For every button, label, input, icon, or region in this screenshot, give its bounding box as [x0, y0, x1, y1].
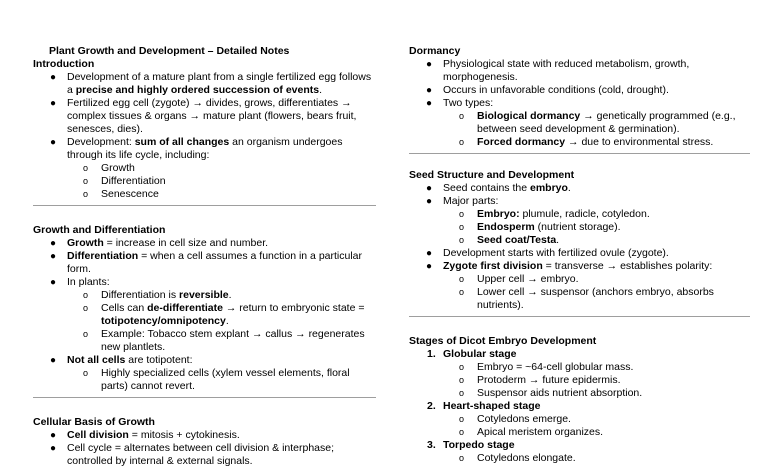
item-text: → due to environmental stress. — [565, 136, 714, 148]
numbered-item — [409, 348, 750, 361]
list-item — [33, 71, 376, 97]
item-text: Apical meristem organizes. — [477, 426, 604, 438]
sub-list-item — [409, 452, 750, 465]
sub-bullet-marker: o — [459, 453, 465, 463]
sub-list-item — [409, 286, 750, 312]
bullet-marker: ● — [426, 248, 433, 259]
spacer — [409, 154, 750, 169]
item-text: Suspensor aids nutrient absorption. — [477, 387, 643, 399]
left-column — [33, 45, 376, 468]
sub-bullet-marker: o — [459, 388, 465, 398]
sub-list-item — [33, 162, 376, 175]
sub-list-item — [409, 136, 750, 149]
item-text: Occurs in unfavorable conditions (cold, drought). — [443, 84, 669, 96]
item-text: In plants: — [67, 276, 110, 288]
item-text: = mitosis + cytokinesis. — [128, 429, 240, 441]
document-title: Plant Growth and Development – Detailed Notes — [49, 45, 290, 57]
item-text: → genetically programmed (e.g., between seed development & germination). — [477, 110, 736, 135]
bullet-marker: ● — [426, 196, 433, 207]
item-emphasis: Seed coat/Testa — [477, 234, 557, 246]
sub-list-item — [409, 221, 750, 234]
bullet-marker: ● — [426, 183, 433, 194]
item-text: Cell cycle = alternates between cell division & interphase; controlled by internal & external signals. — [67, 442, 335, 467]
item-emphasis: Not all cells — [67, 354, 126, 366]
spacer — [409, 317, 750, 335]
sub-bullet-marker: o — [459, 137, 465, 147]
list-item — [409, 195, 750, 208]
list-item — [409, 182, 750, 195]
list-item — [409, 84, 750, 97]
item-emphasis: reversible — [179, 289, 229, 301]
item-text: an organism undergoes through its life cycle, including: — [67, 136, 343, 161]
item-emphasis: Biological dormancy — [477, 110, 581, 122]
section-title: Introduction — [33, 58, 95, 70]
bullet-marker: ● — [50, 355, 57, 366]
item-text: Physiological state with reduced metabolism, growth, morphogenesis. — [443, 58, 690, 83]
numbered-list — [409, 348, 750, 465]
item-emphasis: Growth — [67, 237, 104, 249]
item-text: Growth — [101, 162, 135, 174]
item-text: Protoderm → future epidermis. — [477, 374, 621, 386]
bullet-marker: ● — [426, 261, 433, 272]
item-emphasis: Torpedo stage — [443, 439, 515, 451]
bullet-marker: ● — [50, 238, 57, 249]
item-text: Development starts with fertilized ovule (zygote). — [443, 247, 669, 259]
sub-list-item — [409, 110, 750, 136]
sub-bullet-marker: o — [83, 176, 89, 186]
sub-bullet-marker: o — [459, 222, 465, 232]
number-marker: 2. — [427, 400, 436, 412]
sub-bullet-marker: o — [459, 111, 465, 121]
item-text: Lower cell → suspensor (anchors embryo, absorbs nutrients). — [477, 286, 714, 311]
sub-list-item — [409, 374, 750, 387]
sub-bullet-marker: o — [83, 368, 89, 378]
section-title: Stages of Dicot Embryo Development — [409, 335, 597, 347]
item-text: (nutrient storage). — [534, 221, 621, 233]
item-text: Cotyledons emerge. — [477, 413, 571, 425]
item-text: Seed contains the — [443, 182, 530, 194]
sub-list-item — [409, 273, 750, 286]
item-text: Fertilized egg cell (zygote) → divides, grows, differentiates → complex tissues & organs → mature plant (flowers, bears fruit, senesces, dies). — [67, 97, 357, 135]
item-emphasis: Cell division — [67, 429, 129, 441]
bullet-marker: ● — [50, 137, 57, 148]
sub-list-item — [33, 175, 376, 188]
list-item — [409, 260, 750, 273]
bullet-marker: ● — [50, 430, 57, 441]
section-seed-structure — [409, 169, 750, 317]
sub-list-item — [33, 367, 376, 393]
list-item — [409, 97, 750, 110]
bullet-marker: ● — [50, 72, 57, 83]
bullet-list — [409, 58, 750, 149]
bullet-marker: ● — [426, 85, 433, 96]
sub-list-item — [409, 413, 750, 426]
section-title: Cellular Basis of Growth — [33, 416, 155, 428]
item-emphasis: totipotency/omnipotency — [101, 315, 226, 327]
item-emphasis: Heart-shaped stage — [443, 400, 541, 412]
list-item — [33, 250, 376, 276]
item-text: = increase in cell size and number. — [103, 237, 269, 249]
sub-list-item — [409, 426, 750, 439]
sub-bullet-marker: o — [83, 189, 89, 199]
item-text: Development: — [67, 136, 135, 148]
number-marker: 3. — [427, 439, 436, 451]
item-emphasis: precise and highly ordered succession of events — [75, 84, 320, 96]
item-text: Differentiation is — [101, 289, 180, 301]
sub-bullet-marker: o — [83, 163, 89, 173]
number-marker: 1. — [427, 348, 436, 360]
sub-list-item — [33, 188, 376, 201]
numbered-item — [409, 400, 750, 413]
bullet-list — [409, 182, 750, 312]
item-emphasis: Differentiation — [67, 250, 139, 262]
section-title: Dormancy — [409, 45, 461, 57]
list-item — [33, 429, 376, 442]
item-text: Cotyledons elongate. — [477, 452, 576, 464]
item-emphasis: Forced dormancy — [477, 136, 566, 148]
item-emphasis: Zygote first division — [443, 260, 543, 272]
sub-bullet-marker: o — [459, 287, 465, 297]
bullet-marker: ● — [50, 98, 57, 109]
item-text: Embryo = ~64-cell globular mass. — [477, 361, 634, 373]
sub-bullet-marker: o — [83, 303, 89, 313]
item-emphasis: de-differentiate — [147, 302, 223, 314]
item-text: Development of a mature plant from a single fertilized egg follows a — [67, 71, 372, 96]
section-dormancy — [409, 45, 750, 154]
sub-bullet-marker: o — [83, 290, 89, 300]
item-text: . — [228, 289, 232, 301]
section-introduction — [33, 58, 376, 206]
bullet-marker: ● — [426, 59, 433, 70]
section-cellular-basis — [33, 416, 376, 468]
list-item — [409, 247, 750, 260]
item-text: plumule, radicle, cotyledon. — [519, 208, 650, 220]
item-emphasis: Embryo: — [477, 208, 520, 220]
item-text: . — [556, 234, 560, 246]
list-item — [33, 442, 376, 468]
bullet-marker: ● — [50, 277, 57, 288]
sub-bullet-marker: o — [459, 375, 465, 385]
item-text: . — [225, 315, 229, 327]
bullet-marker: ● — [426, 98, 433, 109]
item-text: = when a cell assumes a function in a particular form. — [67, 250, 362, 275]
item-text: are totipotent: — [125, 354, 193, 366]
sub-bullet-marker: o — [459, 274, 465, 284]
item-text: = transverse → establishes polarity: — [542, 260, 713, 272]
item-text: . — [567, 182, 571, 194]
item-text: Two types: — [443, 97, 494, 109]
list-item — [409, 58, 750, 84]
section-title: Growth and Differentiation — [33, 224, 166, 236]
bullet-list — [33, 429, 376, 468]
sub-bullet-marker: o — [459, 362, 465, 372]
list-item — [33, 136, 376, 162]
item-emphasis: embryo — [529, 182, 568, 194]
section-embryo-stages — [409, 335, 750, 465]
sub-bullet-marker: o — [459, 414, 465, 424]
list-item — [33, 237, 376, 250]
item-text: → return to embryonic state = — [222, 302, 365, 314]
section-title: Seed Structure and Development — [409, 169, 575, 181]
item-text: Senescence — [101, 188, 159, 200]
sub-list-item — [33, 328, 376, 354]
section-growth-differentiation — [33, 224, 376, 398]
sub-list-item — [409, 234, 750, 247]
item-text: Example: Tobacco stem explant → callus → regenerates new plantlets. — [101, 328, 365, 353]
list-item — [33, 97, 376, 136]
item-emphasis: Endosperm — [477, 221, 535, 233]
sub-list-item — [409, 387, 750, 400]
bullet-list — [33, 71, 376, 201]
sub-list-item — [33, 302, 376, 328]
list-item — [33, 354, 376, 367]
item-emphasis: Globular stage — [443, 348, 517, 360]
bullet-marker: ● — [50, 251, 57, 262]
spacer — [33, 206, 376, 224]
sub-list-item — [33, 289, 376, 302]
sub-list-item — [409, 361, 750, 374]
bullet-list — [33, 237, 376, 393]
item-text: . — [319, 84, 323, 96]
item-emphasis: sum of all changes — [134, 136, 230, 148]
bullet-marker: ● — [50, 443, 57, 454]
item-text: Major parts: — [443, 195, 499, 207]
right-column — [409, 45, 750, 465]
item-text: Cells can — [101, 302, 148, 314]
sub-bullet-marker: o — [459, 235, 465, 245]
item-text: Upper cell → embryo. — [477, 273, 579, 285]
sub-bullet-marker: o — [83, 329, 89, 339]
list-item — [33, 276, 376, 289]
sub-bullet-marker: o — [459, 427, 465, 437]
sub-list-item — [409, 208, 750, 221]
item-text: Differentiation — [101, 175, 166, 187]
item-text: Highly specialized cells (xylem vessel elements, floral parts) cannot revert. — [101, 367, 350, 392]
spacer — [33, 398, 376, 416]
sub-bullet-marker: o — [459, 209, 465, 219]
